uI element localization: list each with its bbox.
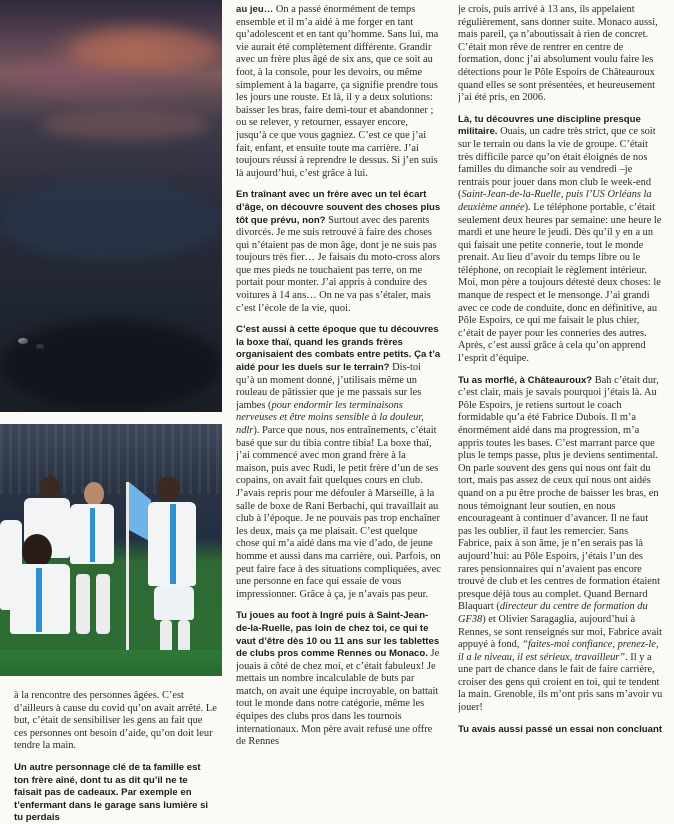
question-text: Tu joues au foot à Ingré puis à Saint-Jean-de-la-Ruelle, pas loin de chez toi, ce qui te vaut d’être dès 10 ou 11 ans sur les tablettes de clubs pros comme Rennes ou Monaco.: [236, 610, 440, 660]
question-text: En traînant avec un frère avec un tel écart d’âge, on découvre souvent des choses plus tôt que prévu, non?: [236, 189, 441, 226]
answer-text: Surtout avec des parents divorcés. Je me suis retrouvé à faire des choses qui n’étaient pas de mon âge, dont je ne suis pas toujours très fier… Je faisais du moto-cross alors que mes pieds ne touchaient pas terre, on me portait pour monter. J’ai appris à conduire des voitures à 14 ans… On ne va pas s’étaler, mais c’est l’école de la vie, quoi.: [236, 214, 441, 314]
paragraph: [458, 724, 664, 737]
paragraph: à la rencontre des personnes âgées. C’est d’ailleurs à cause du covid qu’on avait arrêté. Le but, c’était de sensibiliser les gens au fait que ces personnes ont besoin d’aide, qu’on doit leur tendre la main.: [14, 690, 217, 752]
paragraph: [236, 189, 441, 315]
paragraph: je crois, puis arrivé à 13 ans, ils appelaient régulièrement, sans donner suite. Monaco aussi, mais pareil, ça n’aboutissait à rien de concret. C’était mon rêve de rentrer en centre de formation, donc j’ai absolument voulu faire les détections pour le Pôle Espoirs de Châteauroux quand elles se sont présentées, et heureusement j’ai été pris, en 2006.: [458, 4, 658, 104]
team-celebration-photo: [0, 424, 222, 676]
editor-note: Saint-Jean-de-la-Ruelle, puis l’US Orléans la deuxième année: [458, 189, 652, 213]
text-column-1: [14, 690, 218, 824]
answer-text: Je jouais à côté de chez moi, et c’était fabuleux! Je mettais un nombre incalculable de buts par match, on avait une équipe incroyable, on battait tout le monde dans notre catégorie, même les équipes des clubs pros dans les tournois internationaux. Mon père avait refusé une offre de Rennes: [236, 648, 440, 748]
answer-text: ). Parce que nous, nos entraînements, c’était basé que sur du tibia contre tibia! La boxe thaï, j’ai commencé avec mon grand frère à la maison, puis avec Rudi, le petit frère d’un de ses copains, on avait fait quelques cours en club. J’avais repris pour me défouler à Marseille, à la salle de boxe de Rani Berbachi, qui travaillait au club à l’époque. Je ne pouvais pas trop enchaîner les deux, mais ça me plaisait. C’est quelque chose qui m’a aidé dans ma vie d’ado, de jeune homme et aussi dans ma carrière, oui. Parfois, on peut faire face à des situations compliquées, avec une personne en face qui essaie de vous impressionner. Grâce à ça, je n’avais pas peur.: [236, 425, 441, 600]
question-text: Tu avais aussi passé un essai non concluant: [458, 723, 663, 735]
question: [14, 762, 218, 824]
answer-text: Bah c’était dur, c’est clair, mais je savais pourquoi j’étais là. Au Pôle Espoirs, je retiens surtout le coach formidable qu’a été Fabrice Dubois. Il m’a énormément aidé dans ma progression, m’a appris toutes les bases. C’est marrant parce que plus le temps passe, plus je deviens sentimental. On parle souvent des gens qui nous ont fait du tort, mais pas assez de ceux qui nous ont aidés quand on a pu être proche de baisser les bras, en nous témoignant leur soutien, en nous encourageant à continuer d’avancer. Il ne faut pas les oublier, il faut les remercier. Sans Fabrice, paix à son âme, je n’en serais pas là aujourd’hui: au Pôle Espoirs, j’étais l’un des rares pensionnaires qui n’avaient pas encore trouvé de club et les centres de formation étaient presque déjà tous au complet. Quand Bernard Blaquart (: [458, 374, 660, 613]
paragraph: [236, 610, 441, 749]
question-text: Tu as morflé, à Châteauroux?: [458, 374, 593, 386]
corner-flag: [126, 482, 129, 672]
continued-question: au jeu…: [236, 4, 274, 15]
sunset-photo: [0, 0, 222, 412]
answer-text: . Il y a une part de chance dans le fait de faire carrière, croiser des gens qui croient en toi, qui te tendent la main. Grenoble, ils m’ont pris sans m’avoir vu jouer!: [458, 651, 663, 714]
answer-text: ) et Olivier Saragaglia, aujourd’hui à Rennes, se sont renseignés sur moi, Fabrice avait appuyé à fond,: [458, 613, 663, 651]
paragraph: [236, 4, 441, 180]
text-column-2: [236, 0, 441, 824]
answer-text: Dis-toi qu’à un moment donné, j’utilisais même un rouleau de pâtissier que je me passais sur les jambes (: [236, 362, 422, 411]
editor-note: directeur du centre de formation du GF38: [458, 601, 648, 625]
question-text: Là, tu découvres une discipline presque militaire.: [458, 113, 641, 138]
question-text: Un autre personnage clé de ta famille est ton frère aîné, dont tu as dit qu’il ne te faisait pas de cadeaux. Par exemple en t’enfermant dans le garage sans lumière si tu perdais: [14, 761, 209, 824]
answer-text: On a passé énormément de temps ensemble et il m’a aidé à me forger en tant qu’adolescent et en tant qu’homme. Sans lui, ma vie aurait été complètement différente. Grandir avec un frère plus âgé de six ans, que ce soit au foot, à la console, pour les devoirs, ou même simplement à la bagarre, ça signifie prendre tous les jours une rouste. Et là, il y a deux solutions: baisser les bras, faire demi-tour et abandonner ; ou se relever, y retourner, essayer encore, jusqu’à ce que vous gagniez. C’est ce que j’ai fait, enfant, et ensuite toute ma carrière. J’ai toujours réussi à reprendre le dessus. Si j’en suis là aujourd’hui, c’est grâce à lui.: [236, 4, 439, 179]
paragraph: [458, 114, 664, 366]
paragraph: [236, 324, 441, 601]
quote: “faites-moi confiance, prenez-le, il a le niveau, il est sérieux, travailleur”: [458, 639, 659, 663]
text-column-3: [458, 0, 664, 824]
question-text: C’est aussi à cette époque que tu découvres la boxe thaï, quand les grands frères organisaient des combats entre petits. Ça t’a aidé pour les duels sur le terrain?: [236, 324, 441, 374]
paragraph: [458, 375, 664, 715]
answer-text: Ouais, un cadre très strict, que ce soit sur le terrain ou dans la vie de groupe. C’était très difficile parce qu’on était éloignés de nos familles du dimanche soir au vendredi –je rentrais pour jouer dans mon club le week-end (: [458, 126, 656, 201]
editor-note: pour endormir les terminaisons nerveuses et être moins sensible à la douleur, ndlr: [236, 399, 424, 436]
answer-text: ). Le téléphone portable, c’était seulement deux heures par semaine: une heure le mardi et une heure le jeudi. Dès qu’il y en a un qui faisait une petite connerie, tout le monde prenait. Au lieu d’avoir du temps libre ou le téléphone, on recopiait le règlement intérieur. Moi, mon père a toujours détesté deux choses: le manque de respect et le mensonge. J’ai grandi avec ce code de conduite, donc en définitive, au Pôle Espoirs, ce qui me faisait le plus chier, c’était de payer pour les conneries des autres. Après, c’est aussi grâce à cela qu’on apprend l’esprit d’équipe.: [458, 201, 662, 365]
